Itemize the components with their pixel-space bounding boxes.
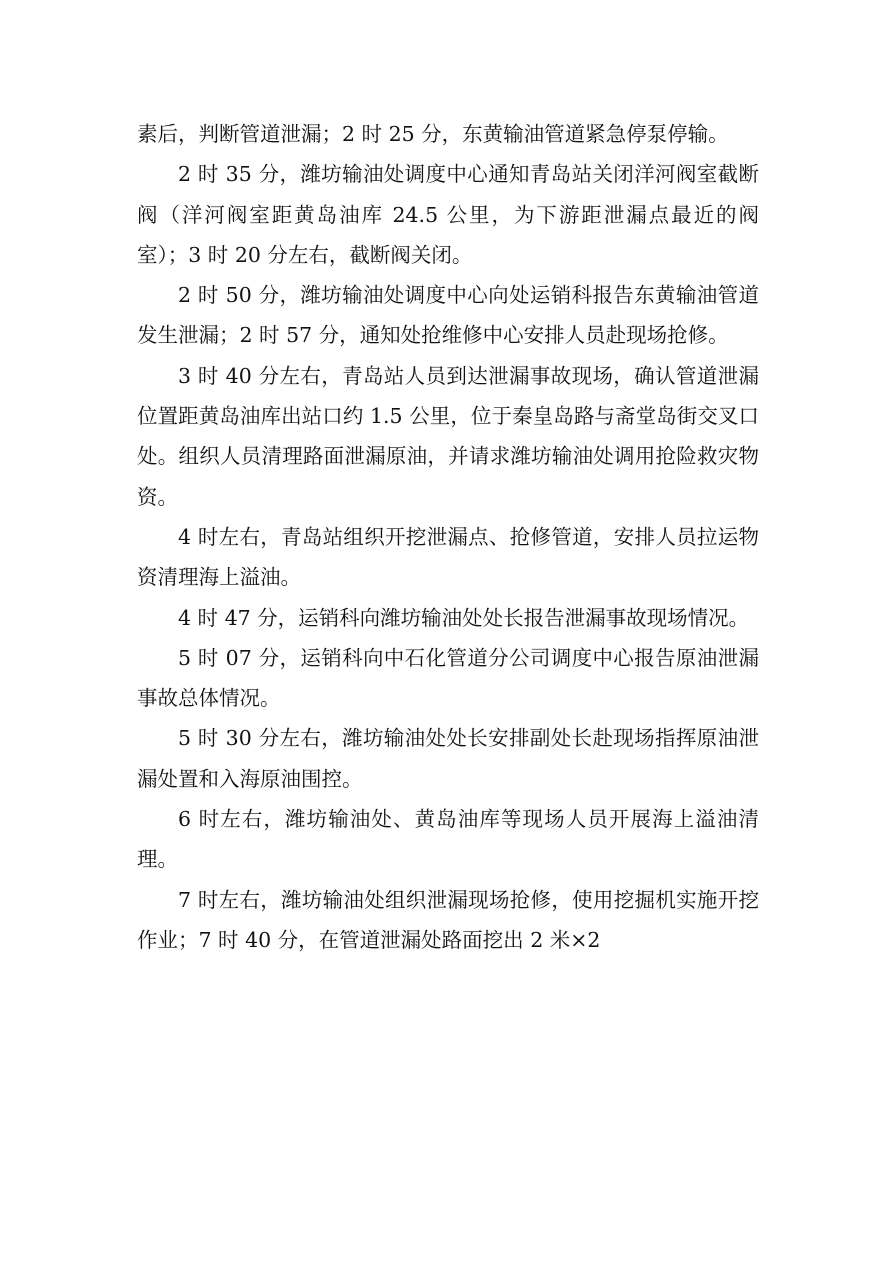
- paragraph: 2 时 50 分，潍坊输油处调度中心向处运销科报告东黄输油管道发生泄漏；2 时 57 分，通知处抢维修中心安排人员赴现场抢修。: [137, 283, 759, 348]
- paragraph-continued: 素后，判断管道泄漏；2 时 25 分，东黄输油管道紧急停泵停输。: [137, 122, 729, 146]
- paragraph: 6 时左右，潍坊输油处、黄岛油库等现场人员开展海上溢油清理。: [137, 807, 759, 872]
- paragraph: 4 时 47 分，运销科向潍坊输油处处长报告泄漏事故现场情况。: [178, 605, 750, 630]
- paragraph: 2 时 35 分，潍坊输油处调度中心通知青岛站关闭洋河阀室截断阀（洋河阀室距黄岛油库 24.5 公里，为下游距泄漏点最近的阀室）；3 时 20 分左右，截断阀关闭。: [137, 162, 759, 267]
- paragraph: 5 时 07 分，运销科向中石化管道分公司调度中心报告原油泄漏事故总体情况。: [137, 645, 759, 711]
- document-body: [137, 114, 759, 960]
- paragraph: 5 时 30 分左右，潍坊输油处处长安排副处长赴现场指挥原油泄漏处置和入海原油围控。: [137, 726, 759, 791]
- paragraph: 7 时左右，潍坊输油处组织泄漏现场抢修，使用挖掘机实施开挖作业；7 时 40 分，在管道泄漏处路面挖出 2 米×2: [137, 887, 759, 952]
- paragraph: 4 时左右，青岛站组织开挖泄漏点、抢修管道，安排人员拉运物资清理海上溢油。: [137, 524, 759, 590]
- paragraph: 3 时 40 分左右，青岛站人员到达泄漏事故现场，确认管道泄漏位置距黄岛油库出站口约 1.5 公里，位于秦皇岛路与斋堂岛街交叉口处。组织人员清理路面泄漏原油，并请求潍坊输油处调用抢险救灾物资。: [137, 363, 759, 509]
